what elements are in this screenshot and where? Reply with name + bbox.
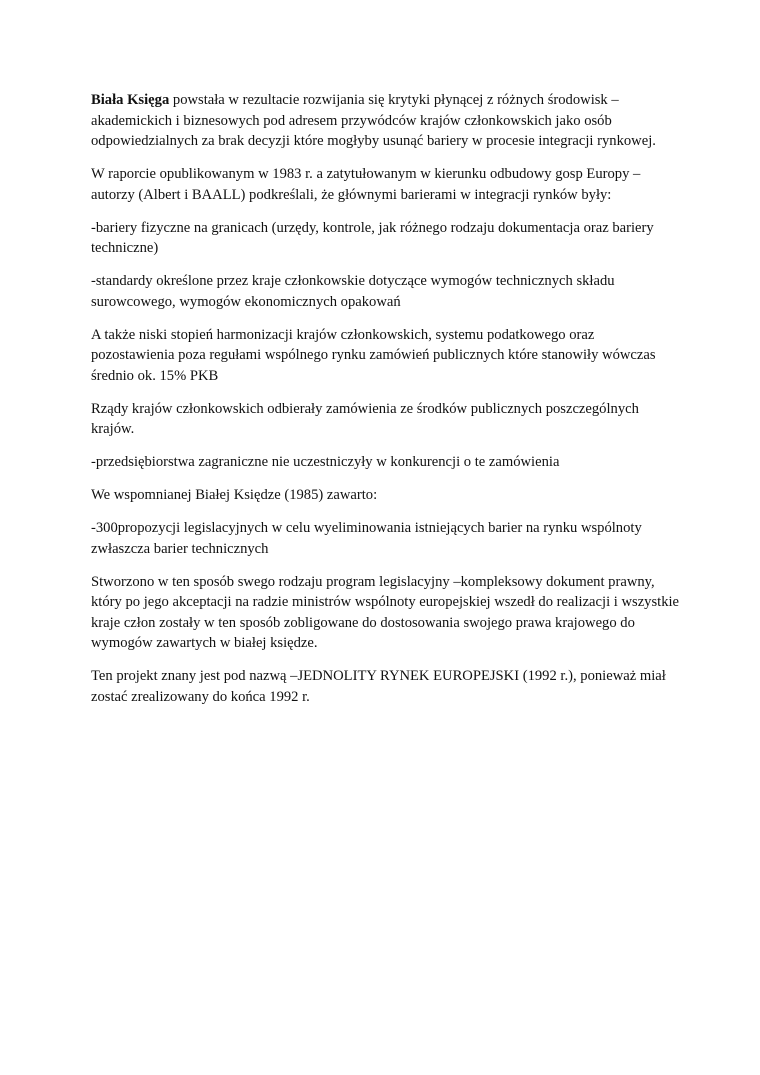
paragraph-legislative-program: Stworzono w ten sposób swego rodzaju program legislacyjny –kompleksowy dokument prawny, który po jego akceptacji na radzie ministrów wspólnoty europejskiej wszedł do realizacji i wszystkie kraje człon zostały w ten sposób zobligowane do dostosowania swojego prawa krajowego do wymogów zawartych w białej księdze. <box>91 573 680 651</box>
intro-bold-term: Biała Księga <box>91 92 170 108</box>
paragraph-physical-barriers: -bariery fizyczne na granicach (urzędy, kontrole, jak różnego rodzaju dokumentacja oraz bariery techniczne) <box>91 219 654 256</box>
paragraph-standards: -standardy określone przez kraje członkowskie dotyczące wymogów technicznych składu surowcowego, wymogów ekonomicznych opakowań <box>91 273 615 310</box>
intro-text: powstała w rezultacie rozwijania się krytyki płynącej z różnych środowisk –akademickich i biznesowych pod adresem przywódców krajów członkowskich jako osób odpowiedzialnych za brak decyzji które mogłyby usunąć bariery w procesie integracji rynkowej. <box>91 92 656 149</box>
paragraph-harmonization: A także niski stopień harmonizacji krajów członkowskich, systemu podatkowego oraz pozostawienia poza regułami wspólnego rynku zamówień publicznych które stanowiły wówczas średnio ok. 15% PKB <box>91 326 656 384</box>
paragraph-intro <box>91 90 681 152</box>
paragraph-300-proposals: -300propozycji legislacyjnych w celu wyeliminowania istniejących barier na rynku wspólnoty zwłaszcza barier technicznych <box>91 520 642 557</box>
paragraph-foreign-companies: -przedsiębiorstwa zagraniczne nie uczestniczyły w konkurencji o te zamówienia <box>91 454 560 470</box>
paragraph-single-market: Ten projekt znany jest pod nazwą –JEDNOLITY RYNEK EUROPEJSKI (1992 r.), ponieważ miał zostać zrealizowany do końca 1992 r. <box>91 668 666 705</box>
document-body <box>91 90 681 720</box>
paragraph-government-orders: Rządy krajów członkowskich odbierały zamówienia ze środków publicznych poszczególnych krajów. <box>91 400 639 437</box>
paragraph-white-paper-1985: We wspomnianej Białej Księdze (1985) zawarto: <box>91 487 378 503</box>
paragraph-1983-report: W raporcie opublikowanym w 1983 r. a zatytułowanym w kierunku odbudowy gosp Europy –autorzy (Albert i BAALL) podkreślali, że głównymi barierami w integracji rynków były: <box>91 166 641 203</box>
